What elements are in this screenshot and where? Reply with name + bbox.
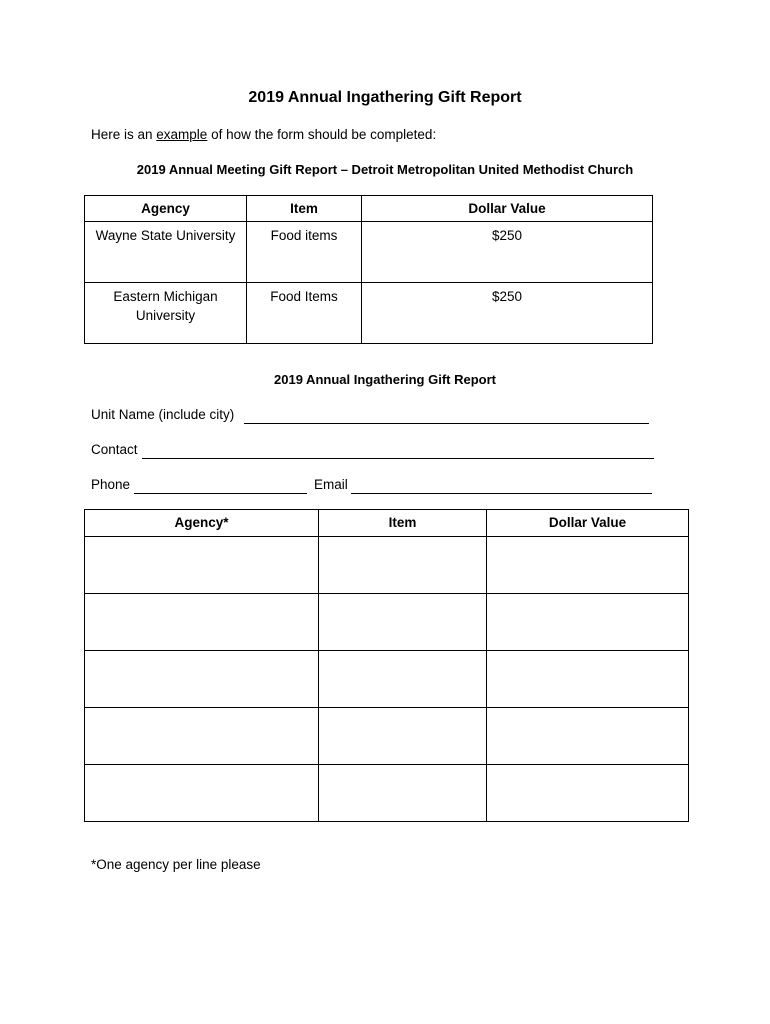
email-field[interactable] (351, 493, 652, 494)
example-table (84, 195, 653, 344)
value-input-cell[interactable] (487, 594, 689, 651)
example-header-row (85, 196, 653, 222)
unit-name-label: Unit Name (include city) (91, 407, 235, 422)
gift-header-agency: Agency* (85, 510, 319, 537)
example-value-cell: $250 (362, 283, 653, 344)
item-input-cell[interactable] (319, 708, 487, 765)
intro-emphasis: example (156, 127, 208, 142)
gift-header-value: Dollar Value (487, 510, 689, 537)
form-title: 2019 Annual Ingathering Gift Report (274, 372, 496, 387)
contact-label: Contact (91, 442, 138, 457)
example-header-value: Dollar Value (362, 196, 653, 222)
agency-input-cell[interactable] (85, 594, 319, 651)
example-header-agency: Agency (85, 196, 247, 222)
table-row (85, 708, 689, 765)
example-item-cell: Food Items (247, 283, 362, 344)
email-label: Email (314, 477, 348, 492)
item-input-cell[interactable] (319, 594, 487, 651)
example-title: 2019 Annual Meeting Gift Report – Detroit Metropolitan United Methodist Church (136, 162, 634, 177)
item-input-cell[interactable] (319, 765, 487, 822)
value-input-cell[interactable] (487, 651, 689, 708)
value-input-cell[interactable] (487, 765, 689, 822)
table-row (85, 765, 689, 822)
gift-header-item: Item (319, 510, 487, 537)
intro-text (91, 127, 436, 142)
agency-input-cell[interactable] (85, 537, 319, 594)
table-row (85, 594, 689, 651)
phone-label: Phone (91, 477, 131, 492)
example-value-cell: $250 (362, 222, 653, 283)
value-input-cell[interactable] (487, 537, 689, 594)
item-input-cell[interactable] (319, 651, 487, 708)
example-item-cell: Food items (247, 222, 362, 283)
gift-table (84, 509, 689, 822)
example-agency-cell: Wayne State University (85, 222, 247, 283)
contact-field[interactable] (142, 458, 654, 459)
table-row (85, 651, 689, 708)
table-row (85, 283, 653, 344)
agency-input-cell[interactable] (85, 708, 319, 765)
footnote: *One agency per line please (91, 857, 261, 872)
table-row (85, 222, 653, 283)
intro-after: of how the form should be completed: (207, 127, 437, 142)
agency-input-cell[interactable] (85, 765, 319, 822)
item-input-cell[interactable] (319, 537, 487, 594)
page-title: 2019 Annual Ingathering Gift Report (248, 89, 522, 106)
gift-header-row (85, 510, 689, 537)
table-row (85, 537, 689, 594)
intro-before: Here is an (91, 127, 157, 142)
example-agency-cell: Eastern Michigan University (85, 283, 247, 344)
unit-name-field[interactable] (244, 423, 649, 424)
agency-input-cell[interactable] (85, 651, 319, 708)
example-header-item: Item (247, 196, 362, 222)
value-input-cell[interactable] (487, 708, 689, 765)
phone-field[interactable] (134, 493, 307, 494)
